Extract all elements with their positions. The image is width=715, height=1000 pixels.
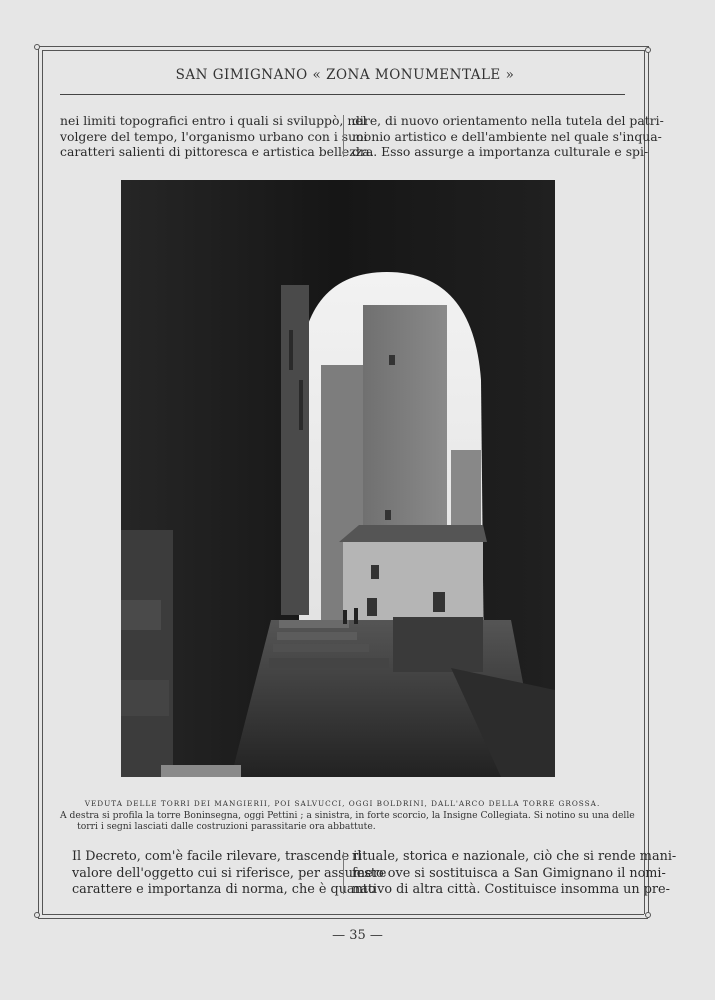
top-text-left-column xyxy=(60,113,374,160)
frame-corner-ornament xyxy=(34,912,40,918)
photograph-towers-through-arch xyxy=(121,180,555,777)
frame-right-outer xyxy=(648,46,649,918)
caption-text xyxy=(60,810,635,832)
text-line: nativo di altra città. Costituisce insomma un pre- xyxy=(352,882,670,897)
text-line: rituale, storica e nazionale, ciò che si rende mani- xyxy=(352,849,677,864)
text-line: monio artistico e dell'ambiente nel quale s'inqua- xyxy=(352,128,662,144)
frame-corner-ornament xyxy=(34,44,40,50)
text-line: dire, di nuovo orientamento nella tutela del patri- xyxy=(352,113,664,128)
frame-corner-ornament xyxy=(645,912,651,918)
frame-top-inner xyxy=(42,50,644,51)
page-number: — 35 — xyxy=(332,928,383,943)
frame-bottom-inner xyxy=(42,914,644,915)
column-separator xyxy=(343,115,344,157)
text-line: nei limiti topografici entro i quali si sviluppò, nel xyxy=(60,113,367,128)
frame-bottom-outer xyxy=(38,918,648,919)
bottom-text-right-column xyxy=(352,849,677,899)
bottom-text-left-column xyxy=(72,849,387,899)
frame-right-inner xyxy=(644,50,645,914)
frame-left-inner xyxy=(42,50,43,914)
text-line: carattere e importanza di norma, che è quanto xyxy=(72,882,376,897)
header-rule xyxy=(60,94,625,95)
text-line: caratteri salienti di pittoresca e artistica bellezza. xyxy=(60,144,374,159)
frame-corner-ornament xyxy=(645,47,651,53)
photograph-image xyxy=(121,180,555,777)
text-line: valore dell'oggetto cui si riferisce, per assumere xyxy=(72,865,387,881)
running-head: SAN GIMIGNANO « ZONA MONUMENTALE » xyxy=(175,67,515,83)
caption-title: VEDUTA DELLE TORRI DEI MANGIERII, POI SALVUCCI, OGGI BOLDRINI, DALL'ARCO DELLA TORRE GROSSA. xyxy=(84,799,601,808)
text-line: dra. Esso assurge a importanza culturale e spi- xyxy=(352,144,649,159)
caption-line: torri i segni lasciati dalle costruzioni parassitarie ora abbattute. xyxy=(77,821,376,832)
text-line: festo ove si sostituisca a San Gimignano il nomi- xyxy=(352,865,666,881)
text-line: Il Decreto, com'è facile rilevare, trascende il xyxy=(72,849,362,864)
text-line: volgere del tempo, l'organismo urbano con i suoi xyxy=(60,128,368,144)
frame-left-outer xyxy=(38,46,39,918)
caption-line: A destra si profila la torre Boninsegna, oggi Pettini ; a sinistra, in forte scorcio, la Insigne Collegiata. Si notino su una delle xyxy=(60,810,635,821)
top-text-right-column xyxy=(352,113,664,160)
frame-top-outer xyxy=(38,46,648,47)
column-separator xyxy=(343,852,344,894)
